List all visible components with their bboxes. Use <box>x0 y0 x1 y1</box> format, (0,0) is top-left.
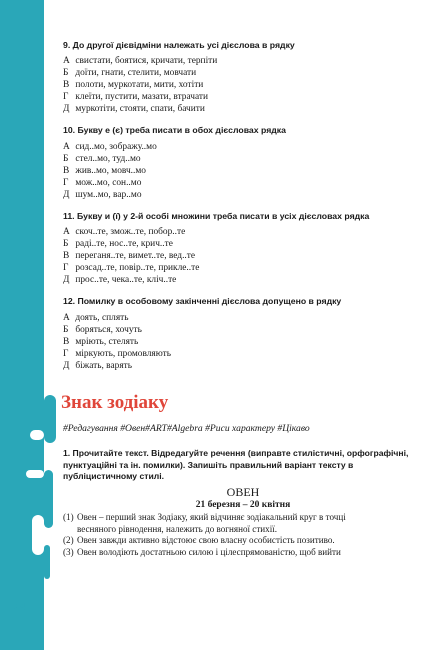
option-text: стел..мо, туд..мо <box>75 153 141 164</box>
option-letter: Д <box>63 104 70 115</box>
answer-option <box>63 226 423 238</box>
option-letter: Г <box>63 348 69 359</box>
question-12 <box>63 296 423 371</box>
answer-option <box>63 324 423 336</box>
text-sentence-3 <box>63 547 423 559</box>
decorative-notch <box>30 430 44 440</box>
question-9 <box>63 40 423 115</box>
option-text: міркують, промовляють <box>75 348 171 359</box>
sentence-text: Овен володіють достатньою силою і цілеспрямованістю, щоб вийти <box>77 546 341 557</box>
question-10 <box>63 125 423 200</box>
option-text: скоч..те, змож..те, побор..те <box>75 227 186 238</box>
option-letter: В <box>63 251 70 262</box>
task-instruction: 1. Прочитайте текст. Відредагуйте речення (виправте стилістичні, орфографічні, пунктуаційні та ін. помилки). Запишіть правильний варіант тексту в публіцистичному стилі. <box>63 447 409 482</box>
page-content <box>63 40 423 558</box>
section-heading: Знак зодіаку <box>61 391 169 413</box>
answer-option <box>63 177 423 189</box>
option-text: мож..мо, сон..мо <box>75 177 142 188</box>
sentence-number: (3) <box>63 546 74 557</box>
option-letter: Д <box>63 275 70 286</box>
answer-option <box>63 360 423 372</box>
answer-option <box>63 103 423 115</box>
answer-option <box>63 165 423 177</box>
answer-option <box>63 312 423 324</box>
option-text: переганя..те, вимет..те, вед..те <box>75 251 196 262</box>
option-letter: Д <box>63 360 70 371</box>
sentence-number: (1) <box>63 512 74 523</box>
option-text: доять, сплять <box>75 312 129 323</box>
question-title: 11. Букву и (ї) у 2-й особі множини треба писати в усіх дієсловах рядка <box>63 210 370 221</box>
option-text: мріють, стелять <box>75 336 139 347</box>
hashtag-line: #Редагування #Овен#ART#Algebra #Риси характеру #Цікаво <box>63 422 310 434</box>
sentence-number: (2) <box>63 535 74 546</box>
option-text: доїти, гнати, стелити, мовчати <box>75 68 197 79</box>
option-text: свистати, боятися, кричати, терпіти <box>75 56 218 67</box>
option-text: боряться, хочуть <box>75 324 142 335</box>
answer-option <box>63 79 423 91</box>
decorative-drip <box>44 545 50 579</box>
answer-option <box>63 141 423 153</box>
option-text: біжать, варять <box>75 360 133 371</box>
option-text: шум..мо, вар..мо <box>75 189 142 200</box>
text-date: 21 березня – 20 квітня <box>195 500 291 511</box>
question-title: 9. До другої дієвідміни належать усі дієслова в рядку <box>63 40 295 50</box>
option-letter: А <box>63 141 70 152</box>
sentence-text: Овен – перший знак Зодіаку, який відчиняє зодіакальний круг в точці <box>77 512 346 523</box>
answer-option <box>63 274 423 286</box>
option-letter: А <box>63 312 70 323</box>
answer-option <box>63 55 423 67</box>
question-title: 10. Букву е (є) треба писати в обох дієсловах рядка <box>63 125 286 136</box>
decorative-drip <box>44 395 56 443</box>
option-letter: В <box>63 80 70 91</box>
answer-options <box>63 226 423 286</box>
option-letter: Б <box>63 153 69 164</box>
option-text: розсад..те, повір..те, прикле..те <box>75 263 200 274</box>
answer-option <box>63 262 423 274</box>
option-letter: Г <box>63 177 69 188</box>
answer-options <box>63 312 423 372</box>
answer-options <box>63 141 423 201</box>
answer-option <box>63 67 423 79</box>
answer-option <box>63 336 423 348</box>
sentence-text-continued: весняного рівнодення, належить до вогняної стихії. <box>77 523 278 534</box>
option-letter: Б <box>63 239 69 250</box>
answer-option <box>63 238 423 250</box>
side-decoration-bar <box>0 0 44 650</box>
text-sentence-1 <box>63 512 423 535</box>
sentence-text: Овен завжди активно відстоює свою власну особистість позитиво. <box>77 535 335 546</box>
answer-option <box>63 153 423 165</box>
question-title: 12. Помилку в особовому закінченні дієслова допущено в рядку <box>63 296 342 307</box>
option-text: муркотіти, стояти, спати, бачити <box>75 104 205 115</box>
option-text: сид..мо, зображу..мо <box>75 141 157 152</box>
answer-options <box>63 55 423 115</box>
answer-option <box>63 189 423 201</box>
option-letter: Г <box>63 263 69 274</box>
option-letter: Б <box>63 324 69 335</box>
decorative-notch <box>26 470 44 478</box>
option-text: полоти, муркотати, мити, хотіти <box>75 80 204 91</box>
answer-option <box>63 348 423 360</box>
option-text: клеїти, пустити, мазати, втрачати <box>75 92 209 103</box>
option-letter: А <box>63 227 70 238</box>
answer-option <box>63 250 423 262</box>
option-letter: Б <box>63 68 69 79</box>
answer-option <box>63 91 423 103</box>
option-text: прос..те, чека..те, кліч..те <box>75 275 177 286</box>
option-text: раді..те, нос..те, крич..те <box>75 239 173 250</box>
option-letter: А <box>63 56 70 67</box>
option-letter: Д <box>63 189 70 200</box>
option-letter: В <box>63 336 70 347</box>
option-letter: В <box>63 165 70 176</box>
decorative-drip <box>44 470 53 528</box>
question-11 <box>63 211 423 286</box>
text-sentence-2 <box>63 535 423 547</box>
option-text: жив..мо, мовч..мо <box>75 165 146 176</box>
option-letter: Г <box>63 92 69 103</box>
decorative-notch <box>32 515 44 555</box>
page-number: 74 <box>13 601 26 613</box>
text-title: ОВЕН <box>226 485 260 500</box>
